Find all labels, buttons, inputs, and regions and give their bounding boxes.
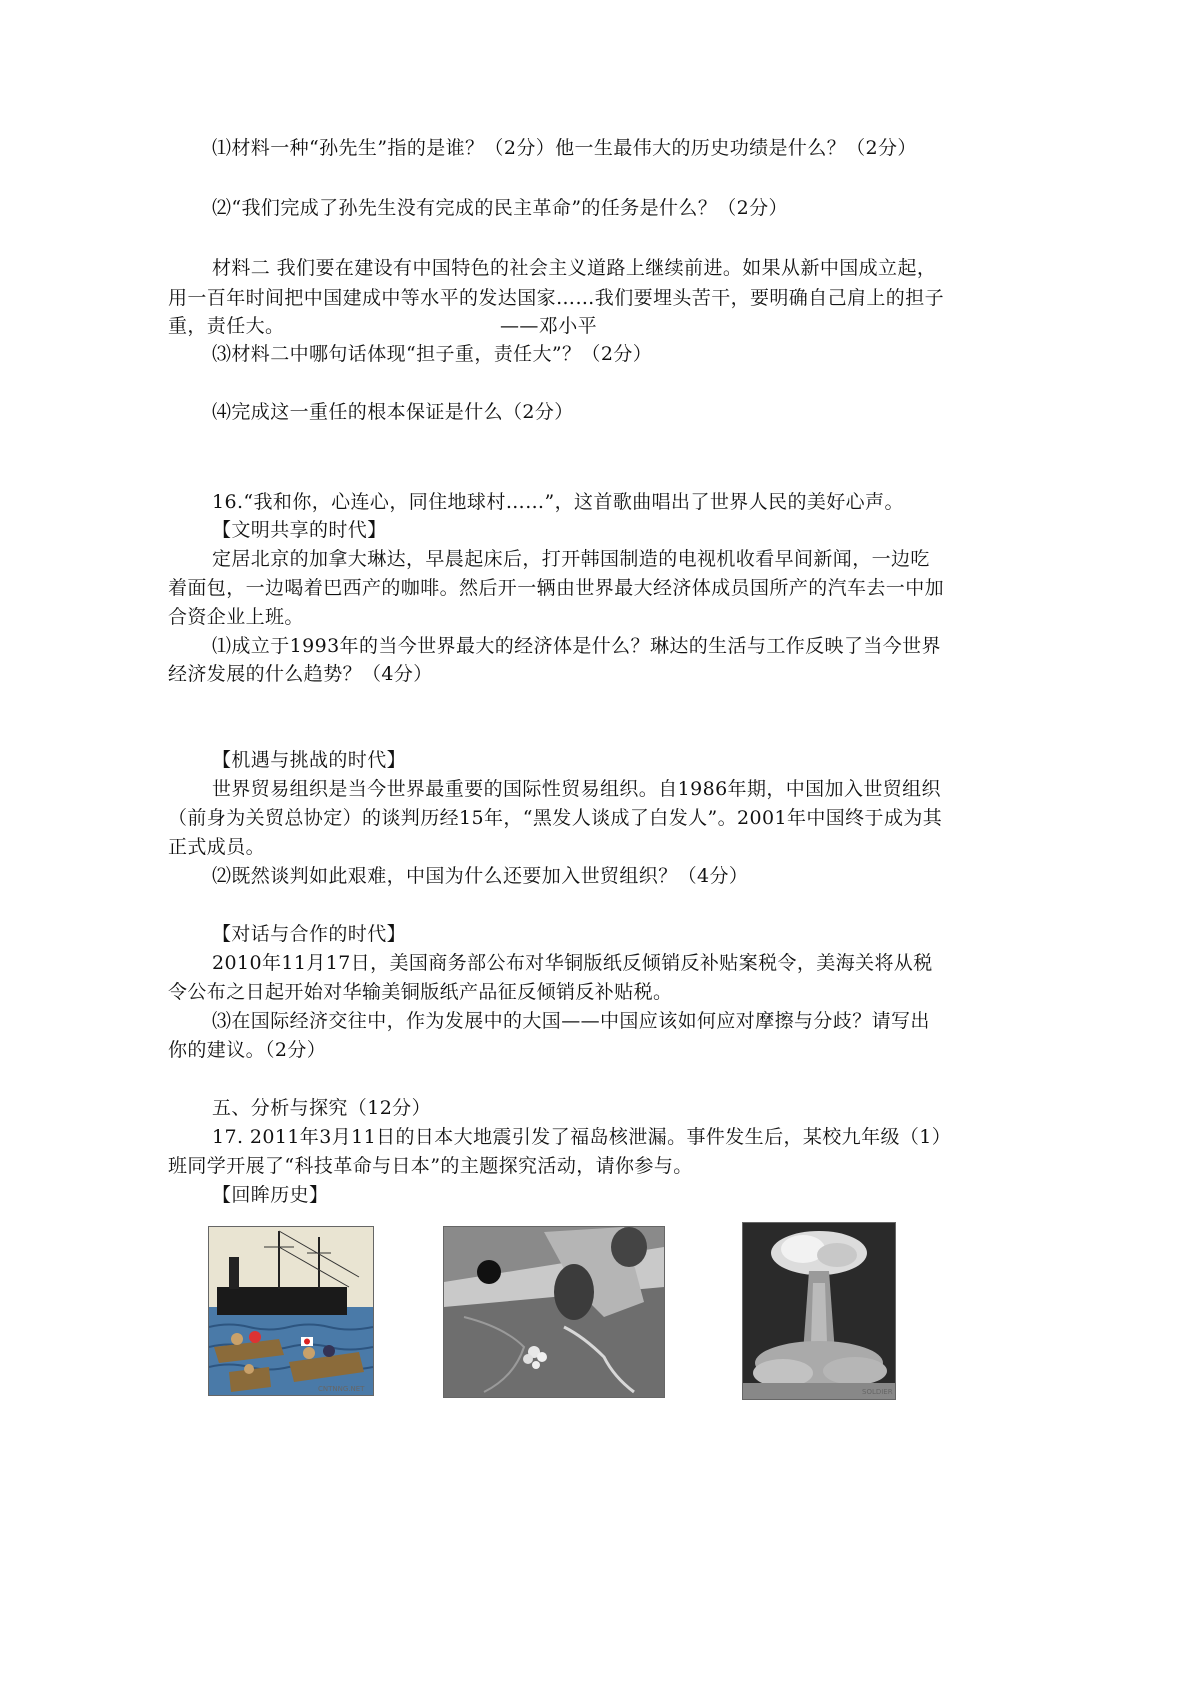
linda-line-2: 着面包，一边喝着巴西产的咖啡。然后开一辆由世界最大经济体成员国所产的汽车去一中加 — [168, 577, 945, 599]
question-17-line-2: 班同学开展了“科技革命与日本”的主题探究活动，请你参与。 — [168, 1155, 693, 1177]
material-2-line-1: 材料二 我们要在建设有中国特色的社会主义道路上继续前进。如果从新中国成立起， — [212, 257, 937, 279]
question-16-3-line-1: ⑶在国际经济交往中，作为发展中的大国——中国应该如何应对摩擦与分歧？请写出 — [212, 1010, 930, 1032]
black-ship-woodblock-print — [208, 1226, 374, 1396]
atomic-mushroom-cloud-photo — [742, 1222, 896, 1400]
section-5-heading: 五、分析与探究（12分） — [212, 1097, 431, 1119]
question-15-2: ⑵“我们完成了孙先生没有完成的民主革命”的任务是什么？（2分） — [212, 197, 788, 219]
linda-line-3: 合资企业上班。 — [168, 606, 304, 628]
tariff-line-2: 令公布之日起开始对华输美铜版纸产品征反倾销反补贴税。 — [168, 981, 673, 1003]
section-opportunity-challenge: 【机遇与挑战的时代】 — [212, 749, 407, 771]
material-2-attribution: ——邓小平 — [500, 315, 598, 337]
question-16-2: ⑵既然谈判如此艰难，中国为什么还要加入世贸组织？（4分） — [212, 865, 749, 887]
wto-line-2: （前身为关贸总协定）的谈判历经15年，“黑发人谈成了白发人”。2001年中国终于成为其 — [168, 807, 943, 829]
section-civilization-sharing: 【文明共享的时代】 — [212, 519, 387, 541]
aerial-bombing-photo — [443, 1226, 665, 1398]
question-16-1-line-2: 经济发展的什么趋势？（4分） — [168, 663, 433, 685]
section-look-back-history: 【回眸历史】 — [212, 1184, 329, 1206]
question-16-3-line-2: 你的建议。（2分） — [168, 1039, 327, 1061]
figure-3-caption: SOLDIER — [862, 1388, 893, 1396]
section-dialogue-cooperation: 【对话与合作的时代】 — [212, 923, 407, 945]
question-15-4: ⑷完成这一重任的根本保证是什么（2分） — [212, 401, 574, 423]
figure-1-caption: CNTNNG.NET — [318, 1385, 365, 1393]
question-17-line-1: 17. 2011年3月11日的日本大地震引发了福岛核泄漏。事件发生后，某校九年级（1） — [212, 1126, 952, 1148]
question-16-1-line-1: ⑴成立于1993年的当今世界最大的经济体是什么？琳达的生活与工作反映了当今世界 — [212, 635, 941, 657]
question-15-3: ⑶材料二中哪句话体现“担子重，责任大”？（2分） — [212, 343, 653, 365]
tariff-line-1: 2010年11月17日，美国商务部公布对华铜版纸反倾销反补贴案税令，美海关将从税 — [212, 952, 933, 974]
material-2-line-3: 重，责任大。 — [168, 315, 285, 337]
question-16-intro: 16.“我和你，心连心，同住地球村……”，这首歌曲唱出了世界人民的美好心声。 — [212, 491, 904, 513]
question-15-1: ⑴材料一种“孙先生”指的是谁？（2分）他一生最伟大的历史功绩是什么？（2分） — [212, 137, 917, 159]
wto-line-3: 正式成员。 — [168, 836, 266, 858]
linda-line-1: 定居北京的加拿大琳达，早晨起床后，打开韩国制造的电视机收看早间新闻，一边吃 — [212, 548, 930, 570]
wto-line-1: 世界贸易组织是当今世界最重要的国际性贸易组织。自1986年期，中国加入世贸组织 — [212, 778, 941, 800]
material-2-line-2: 用一百年时间把中国建成中等水平的发达国家……我们要埋头苦干，要明确自己肩上的担子 — [168, 287, 945, 309]
